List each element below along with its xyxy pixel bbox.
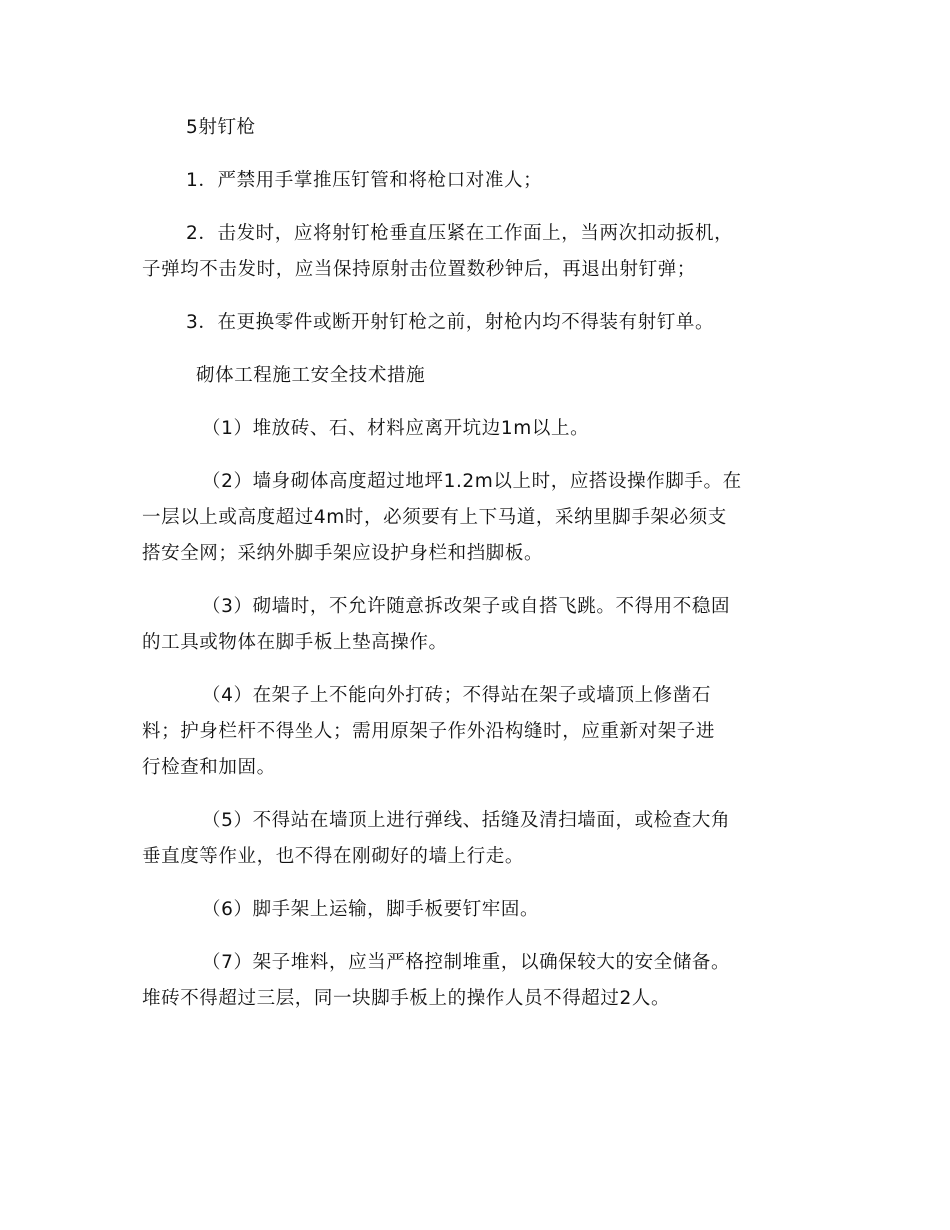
- paragraph-line: 3．在更换零件或断开射钉枪之前，射枪内均不得装有射钉单。: [186, 312, 715, 333]
- paragraph-line: （4）在架子上不能向外打砖；不得站在架子或墙顶上修凿石: [202, 685, 711, 706]
- paragraph-line: 垂直度等作业，也不得在刚砌好的墙上行走。: [142, 846, 525, 867]
- heading-text: 砌体工程施工安全技术措施: [196, 365, 426, 386]
- paragraph-line: 料；护身栏杆不得坐人；需用原架子作外沿构缝时，应重新对架子进: [142, 721, 716, 742]
- paragraph-line: 2．击发时，应将射钉枪垂直压紧在工作面上，当两次扣动扳机，: [186, 223, 734, 244]
- paragraph-gun-1: [142, 163, 804, 199]
- paragraph-masonry-2: [142, 464, 804, 572]
- section-heading-nail-gun: [142, 110, 804, 146]
- paragraph-masonry-4: [142, 678, 804, 786]
- paragraph-gun-3: [142, 305, 804, 341]
- paragraph-line: 1．严禁用手掌推压钉管和将枪口对准人；: [186, 170, 543, 191]
- paragraph-masonry-1: [142, 411, 804, 447]
- paragraph-gun-2: [142, 216, 804, 288]
- paragraph-line: 一层以上或高度超过4m时，必须要有上下马道，采纳里脚手架必须支: [142, 507, 727, 528]
- section-heading-masonry: [142, 358, 804, 394]
- paragraph-line: （7）架子堆料，应当严格控制堆重，以确保较大的安全储备。: [202, 952, 731, 973]
- paragraph-line: 的工具或物体在脚手板上垫高操作。: [142, 632, 448, 653]
- paragraph-masonry-6: [142, 892, 804, 928]
- paragraph-line: 搭安全网；采纳外脚手架应设护身栏和挡脚板。: [142, 543, 544, 564]
- heading-text: 5射钉枪: [186, 117, 256, 138]
- paragraph-masonry-3: [142, 589, 804, 661]
- paragraph-line: （3）砌墙时，不允许随意拆改架子或自搭飞跳。不得用不稳固: [202, 596, 731, 617]
- paragraph-line: 子弹均不击发时，应当保持原射击位置数秒钟后，再退出射钉弹；: [142, 259, 696, 280]
- paragraph-masonry-7: [142, 945, 804, 1017]
- paragraph-line: 堆砖不得超过三层，同一块脚手板上的操作人员不得超过2人。: [142, 988, 671, 1009]
- paragraph-line: （6）脚手架上运输，脚手板要钉牢固。: [202, 899, 540, 920]
- paragraph-line: 行检查和加固。: [142, 757, 276, 778]
- paragraph-line: （2）墙身砌体高度超过地坪1.2m以上时，应搭设操作脚手。在: [202, 471, 742, 492]
- paragraph-line: （5）不得站在墙顶上进行弹线、括缝及清扫墙面，或检查大角: [202, 810, 731, 831]
- paragraph-masonry-5: [142, 803, 804, 875]
- paragraph-line: （1）堆放砖、石、材料应离开坑边1m以上。: [202, 418, 590, 439]
